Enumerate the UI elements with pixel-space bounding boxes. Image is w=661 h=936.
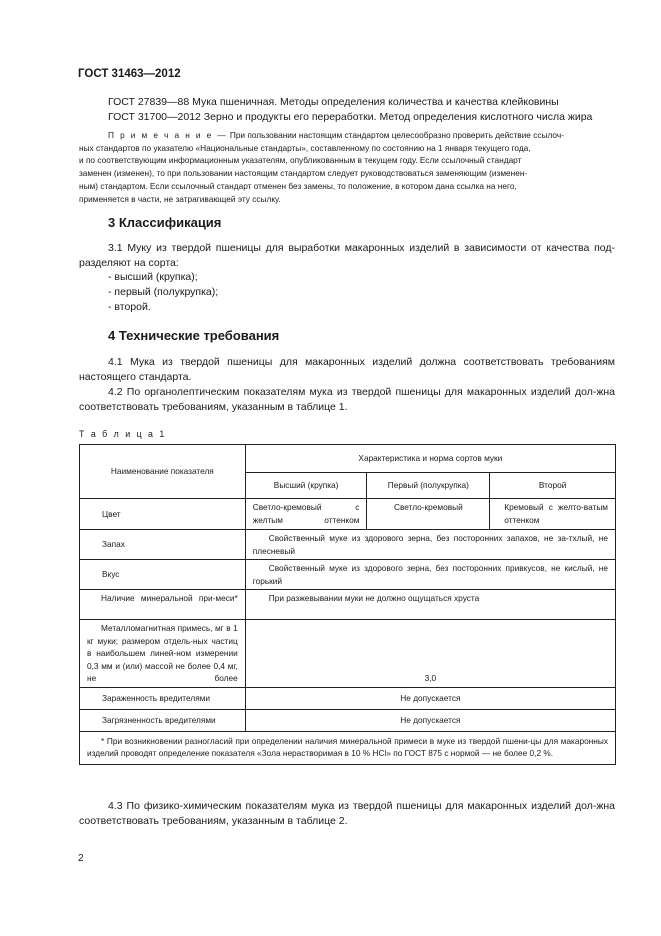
- cell-mineral: При разжевывании муки не должно ощущаться хруста: [245, 590, 615, 620]
- header-grade-second: Второй: [490, 473, 616, 499]
- reference-note: [79, 129, 616, 205]
- table-row: [80, 620, 616, 688]
- row-name-color: Цвет: [80, 499, 246, 530]
- section-3-title: 3 Классификация: [108, 215, 222, 230]
- header-grade-first: Первый (полукрупка): [367, 473, 490, 499]
- note-line: заменен (изменен), то при пользовании настоящим стандартом следует руководствоваться заменяющим (изменен-: [79, 168, 528, 179]
- cell-pests: Не допускается: [245, 687, 615, 709]
- grade-item-first: - первый (полукрупка);: [108, 286, 219, 298]
- table-row: [80, 560, 616, 590]
- row-name-contamination: Загрязненность вредителями: [80, 709, 246, 731]
- table-footnote: [80, 731, 616, 764]
- note-label: П р и м е ч а н и е —: [108, 130, 228, 140]
- cell-color-first: Светло-кремовый: [367, 499, 490, 530]
- note-line: [79, 129, 616, 142]
- section-4-title: 4 Технические требования: [108, 328, 280, 343]
- note-line: ных стандартов по указателю «Национальные стандарты», составленному по состоянию на 1 января текущего года,: [79, 142, 531, 153]
- cell-color-second: Кремовый с желто-ватым оттенком: [490, 499, 616, 530]
- row-name-pests: Зараженность вредителями: [80, 687, 246, 709]
- cell-metal: 3,0: [245, 620, 615, 688]
- note-line: применяется в части, не затрагивающей эту ссылку.: [79, 193, 281, 204]
- note-line: и по соответствующим информационным указателям, опубликованным в текущем году. Если ссылочный стандарт: [79, 155, 522, 166]
- paragraph-4-1: 4.1 Мука из твердой пшеницы для макаронных изделий должна соответствовать требованиям настоящего стандарта.: [79, 356, 615, 383]
- cell-color-highest: Светло-кремовый с желтым оттенком: [245, 499, 367, 530]
- document-header: ГОСТ 31463—2012: [78, 68, 181, 80]
- page-number: 2: [78, 853, 84, 864]
- header-indicator-name: Наименование показателя: [80, 445, 246, 499]
- row-name-mineral: Наличие минеральной при-меси*: [80, 590, 246, 620]
- table-organoleptic: [79, 444, 616, 765]
- cell-taste: Свойственный муке из здорового зерна, без посторонних привкусов, не кислый, не горький: [245, 560, 615, 590]
- reference-gost-27839: ГОСТ 27839—88 Мука пшеничная. Методы определения количества и качества клейковины: [108, 96, 559, 108]
- paragraph-3-1: 3.1 Муку из твердой пшеницы для выработки макаронных изделий в зависимости от качества под-разделяют на сорта:: [79, 242, 615, 269]
- note-line-text: При пользовании настоящим стандартом целесообразно проверить действие ссылоч-: [229, 130, 564, 140]
- table-footnote-text: * При возникновении разногласий при определении наличия минеральной примеси в муке из твердой пшени-цы для макаронных изделий проводят определение показателя «Зола нерастворимая в 10 % HCl» по ГОСТ 875 с нормой — не более 0,2 %.: [87, 735, 608, 758]
- row-name-taste: Вкус: [80, 560, 246, 590]
- reference-gost-31700: ГОСТ 31700—2012 Зерно и продукты его переработки. Метод определения кислотного числа жира: [108, 111, 593, 123]
- row-name-metal: Металломагнитная примесь, мг в 1 кг муки; размером отдель-ных частиц в наибольшем линей-ном измерении 0,3 мм и (или) массой не более 0,4 мг, не более: [80, 620, 246, 688]
- note-line: ным) стандартом. Если ссылочный стандарт отменен без замены, то положение, в котором дана ссылка на него,: [79, 180, 517, 191]
- table-row: [80, 530, 616, 560]
- paragraph-4-2: 4.2 По органолептическим показателям мука из твердой пшеницы для макаронных изделий дол-жна соответствовать требованиям, указанным в таблице 1.: [79, 386, 615, 413]
- row-name-smell: Запах: [80, 530, 246, 560]
- cell-smell: Свойственный муке из здорового зерна, без посторонних запахов, не за-тхлый, не плесневый: [245, 530, 615, 560]
- cell-contamination: Не допускается: [245, 709, 615, 731]
- table-row: [80, 590, 616, 620]
- header-characteristics: Характеристика и норма сортов муки: [245, 445, 615, 473]
- table-footnote-row: [80, 731, 616, 764]
- table-row: [80, 687, 616, 709]
- table-row: [80, 709, 616, 731]
- table-row: [80, 499, 616, 530]
- grade-item-second: - второй.: [108, 301, 151, 313]
- paragraph-4-3: 4.3 По физико-химическим показателям мука из твердой пшеницы для макаронных изделий дол-жна соответствовать требованиям, указанным в таблице 2.: [79, 800, 615, 827]
- table-caption: Т а б л и ц а 1: [79, 429, 167, 439]
- header-grade-highest: Высший (крупка): [245, 473, 367, 499]
- grade-item-highest: - высший (крупка);: [108, 271, 198, 283]
